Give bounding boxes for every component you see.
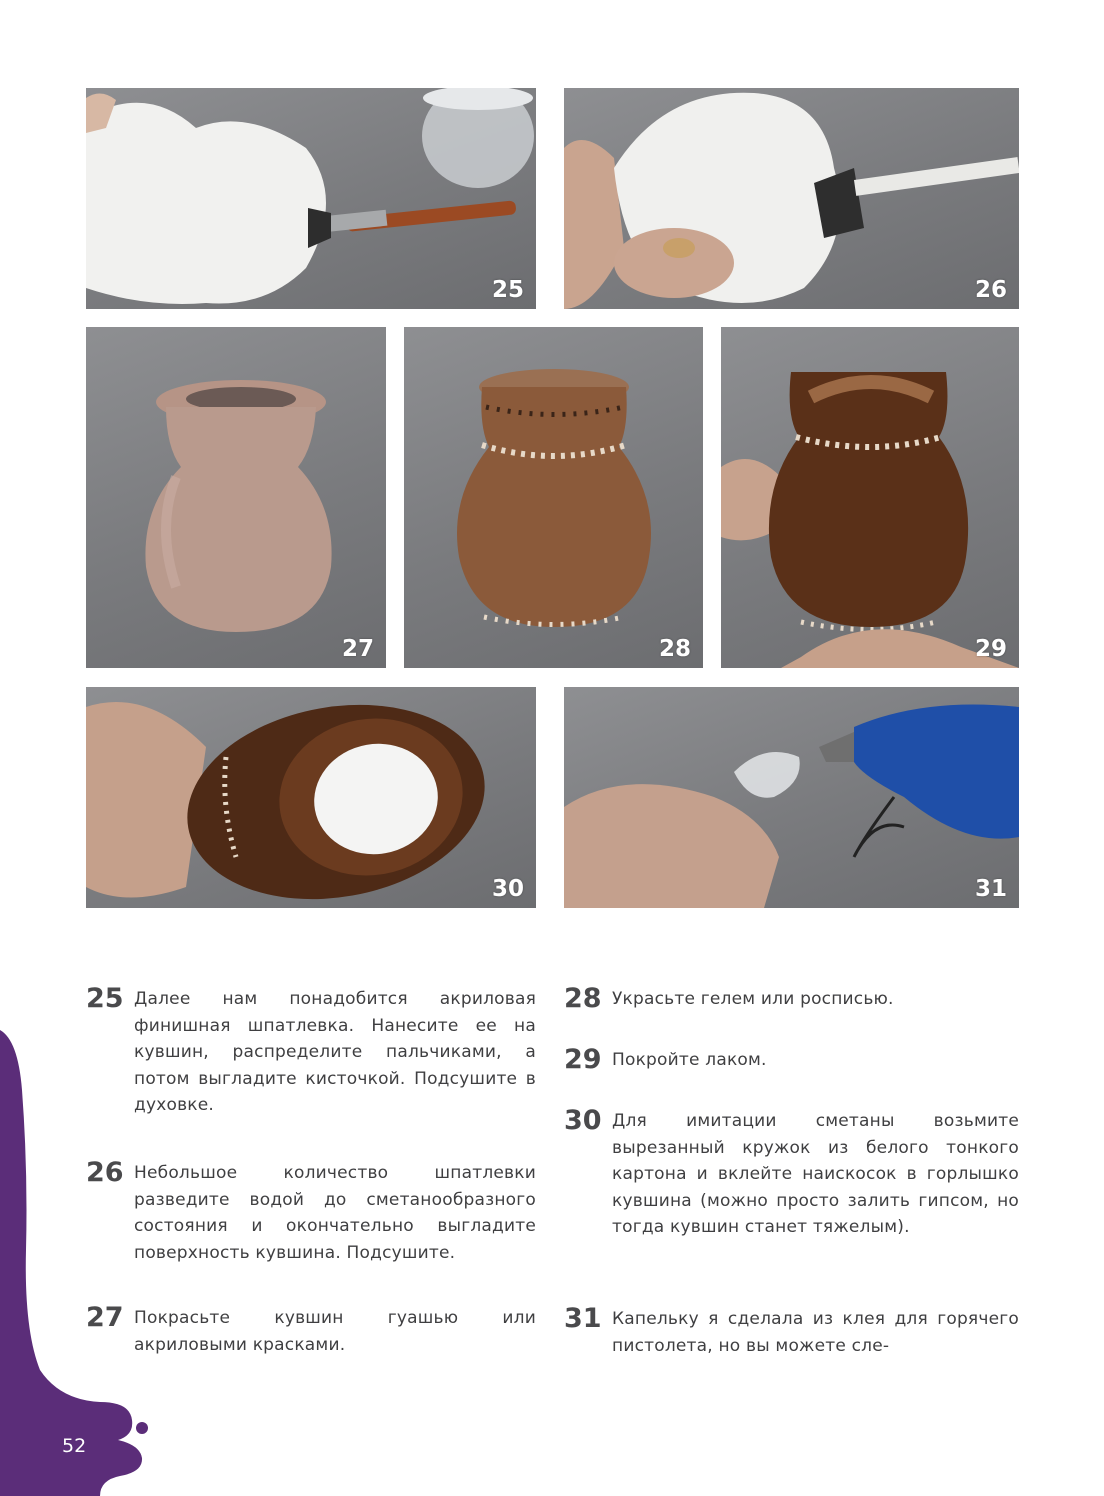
photo-number: 27: [341, 636, 374, 662]
photo-29-image: [721, 327, 1019, 668]
step-number: 31: [564, 1303, 602, 1334]
step-number: 30: [564, 1105, 602, 1136]
photo-number: 28: [658, 636, 691, 662]
step-number: 27: [86, 1302, 124, 1333]
photo-step-31: [564, 687, 1019, 908]
photo-27-image: [86, 327, 386, 668]
photo-number: 26: [974, 277, 1007, 303]
photo-step-30: [86, 687, 536, 908]
step-number: 26: [86, 1157, 124, 1188]
step-text: Небольшое количество шпатлевки разведите водой до сметанообразного состояния и окончательно выгладите поверхность кувшина. Подсушите.: [134, 1163, 536, 1263]
photo-step-26: [564, 88, 1019, 309]
step-number: 25: [86, 983, 124, 1014]
photo-step-29: [721, 327, 1019, 668]
photo-step-25: [86, 88, 536, 309]
photo-number: 30: [491, 876, 524, 902]
photo-26-image: [564, 88, 1019, 309]
step-text: Для имитации сметаны возьмите вырезанный кружок из белого тонкого картона и вклейте наискосок в горлышко кувшина (можно просто залить гипсом, но тогда кувшин станет тяжелым).: [612, 1111, 1019, 1237]
step-text: Покрасьте кувшин гуашью или акриловыми красками.: [134, 1308, 536, 1355]
step-29: [564, 1044, 1019, 1075]
step-31: [564, 1303, 1019, 1359]
photo-25-image: [86, 88, 536, 309]
step-text: Украсьте гелем или росписью.: [612, 989, 894, 1009]
photo-31-image: [564, 687, 1019, 908]
step-number: 29: [564, 1044, 602, 1075]
photo-number: 31: [974, 876, 1007, 902]
page-number: 52: [62, 1435, 87, 1457]
step-text: Покройте лаком.: [612, 1050, 767, 1070]
photo-number: 25: [491, 277, 524, 303]
step-text: Капельку я сделала из клея для горячего пистолета, но вы можете сле-: [612, 1309, 1019, 1356]
photo-30-image: [86, 687, 536, 908]
photo-28-image: [404, 327, 703, 668]
photo-step-27: [86, 327, 386, 668]
purple-splash-decoration: [0, 1030, 160, 1496]
step-28: [564, 983, 1019, 1014]
photo-step-28: [404, 327, 703, 668]
step-number: 28: [564, 983, 602, 1014]
photo-number: 29: [974, 636, 1007, 662]
step-text: Далее нам понадобится акриловая финишная шпатлевка. Нанесите ее на кувшин, распределите пальчиками, а потом выгладите кисточкой. Подсушите в духовке.: [134, 989, 536, 1115]
step-30: [564, 1105, 1019, 1241]
